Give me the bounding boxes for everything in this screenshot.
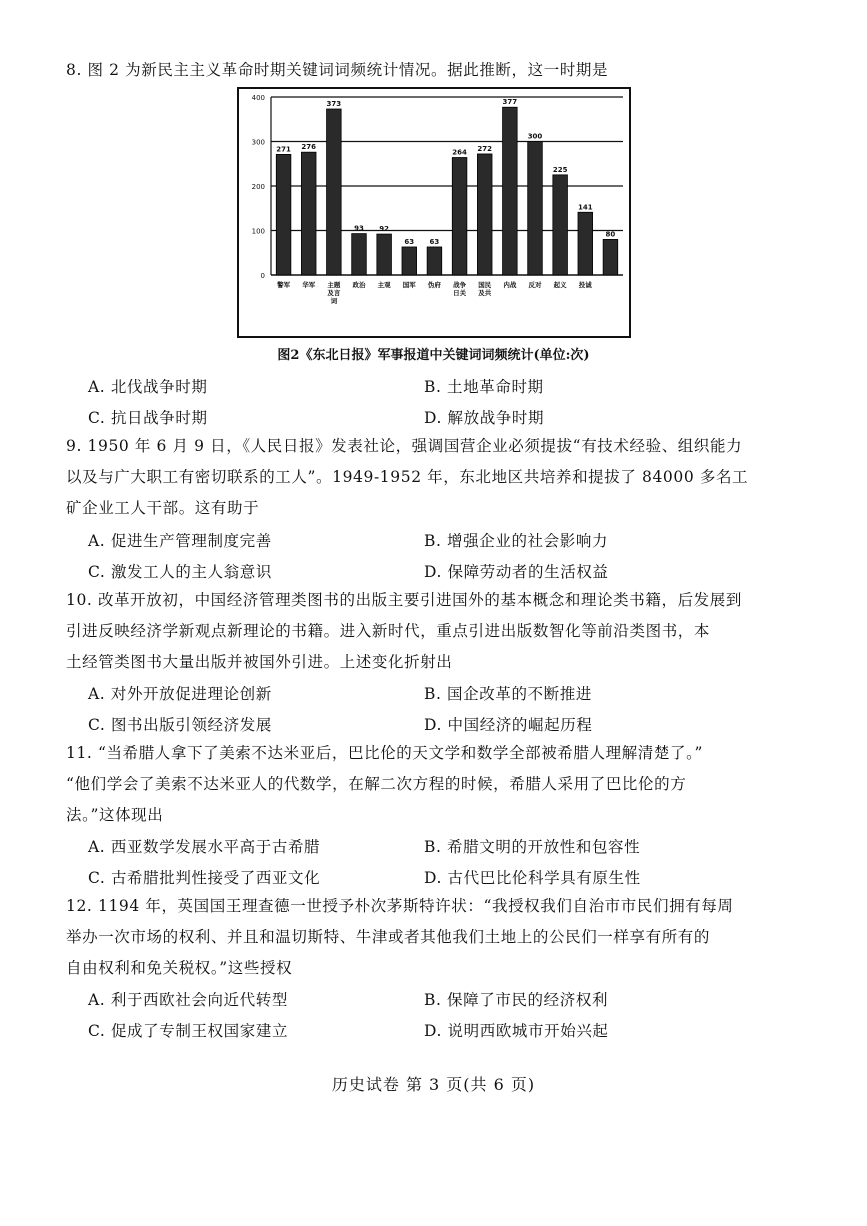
x-tick-label: 起义 <box>553 281 567 289</box>
figure-2-caption: 图2《东北日报》军事报道中关键词词频统计(单位:次) <box>277 348 590 363</box>
option-a[interactable]: A. 西亚数学发展水平高于古希腊 <box>88 838 321 856</box>
question-9 <box>66 431 748 524</box>
data-label: 63 <box>429 237 440 246</box>
option-b[interactable]: B. 增强企业的社会影响力 <box>424 532 609 550</box>
x-tick-label: 华军 <box>302 281 316 289</box>
option-c[interactable]: C. 古希腊批判性接受了西亚文化 <box>88 869 321 887</box>
data-label: 271 <box>276 145 291 154</box>
bar-chart-frame <box>237 87 631 338</box>
option-c[interactable]: C. 图书出版引领经济发展 <box>88 716 272 734</box>
data-label: 225 <box>552 165 568 174</box>
x-tick-label: 投诚 <box>578 281 592 289</box>
question-10-stem-line-1: 10. 改革开放初，中国经济管理类图书的出版主要引进国外的基本概念和理论类书籍，后发展到 <box>66 591 742 609</box>
option-a[interactable]: A. 促进生产管理制度完善 <box>88 532 272 550</box>
y-tick-label: 100 <box>251 227 265 236</box>
data-label: 373 <box>326 100 342 109</box>
option-a[interactable]: A. 对外开放促进理论创新 <box>88 685 272 703</box>
x-tick-label: 主题及言词 <box>327 281 341 305</box>
option-c[interactable]: C. 促成了专制王权国家建立 <box>88 1022 289 1040</box>
option-d[interactable]: D. 说明西欧城市开始兴起 <box>424 1022 609 1040</box>
x-tick-label: 反对 <box>528 281 542 289</box>
y-tick-label: 0 <box>260 272 265 280</box>
bar <box>427 247 442 275</box>
question-12-stem-line-3: 自由权利和免关税权。”这些授权 <box>66 959 293 977</box>
question-8-stem: 8. 图 2 为新民主主义革命时期关键词词频统计情况。据此推断，这一时期是 <box>66 61 609 79</box>
bar <box>402 247 417 275</box>
option-d[interactable]: D. 解放战争时期 <box>424 409 545 427</box>
question-12-stem-line-1: 12. 1194 年，英国国王理查德一世授予朴次茅斯特许状：“我授权我们自治市市民们拥有每周 <box>66 897 734 915</box>
question-8 <box>66 55 608 86</box>
x-tick-label: 政治 <box>352 281 366 289</box>
question-9-stem-line-1: 9. 1950 年 6 月 9 日，《人民日报》发表社论，强调国营企业必须提拔“有技术经验、组织能力 <box>66 437 743 455</box>
y-tick-label: 400 <box>251 94 265 102</box>
bar <box>377 234 392 275</box>
question-10 <box>66 585 742 678</box>
bar <box>553 175 568 275</box>
bar <box>452 158 467 275</box>
x-tick-label: 国民及共 <box>478 281 492 297</box>
data-label: 141 <box>577 203 593 212</box>
question-12 <box>66 891 733 984</box>
data-label: 93 <box>354 224 364 233</box>
x-tick-label: 主观 <box>377 281 391 289</box>
option-b[interactable]: B. 希腊文明的开放性和包容性 <box>424 838 641 856</box>
x-tick-label: 警军 <box>277 281 291 289</box>
data-label: 276 <box>301 143 317 152</box>
option-b[interactable]: B. 土地革命时期 <box>424 378 544 396</box>
question-11-stem-line-3: 法。”这体现出 <box>66 806 164 824</box>
keyword-frequency-chart <box>239 89 629 336</box>
bar <box>276 154 291 275</box>
question-9-stem-line-2: 以及与广大职工有密切联系的工人”。1949-1952 年，东北地区共培养和提拔了 84000 多名工 <box>66 468 749 486</box>
option-d[interactable]: D. 保障劳动者的生活权益 <box>424 563 609 581</box>
option-c[interactable]: C. 激发工人的主人翁意识 <box>88 563 272 581</box>
x-tick-label: 国军 <box>402 281 416 289</box>
option-b[interactable]: B. 国企改革的不断推进 <box>424 685 592 703</box>
bar <box>578 212 593 275</box>
x-tick-label: 战争日关 <box>453 281 467 297</box>
bar <box>528 142 543 276</box>
option-b[interactable]: B. 保障了市民的经济权利 <box>424 991 609 1009</box>
data-label: 63 <box>404 237 415 246</box>
x-tick-label: 内战 <box>503 281 517 289</box>
data-label: 92 <box>379 225 390 234</box>
page-footer: 历史试卷 第 3 页(共 6 页) <box>331 1075 536 1094</box>
bar <box>301 152 316 275</box>
option-d[interactable]: D. 中国经济的崛起历程 <box>424 716 593 734</box>
option-a[interactable]: A. 北伐战争时期 <box>88 378 208 396</box>
question-9-stem-line-3: 矿企业工人干部。这有助于 <box>66 499 260 517</box>
data-label: 272 <box>477 144 493 153</box>
bar <box>352 234 367 275</box>
data-label: 264 <box>452 148 467 157</box>
question-11-stem-line-2: “他们学会了美索不达米亚人的代数学，在解二次方程的时候，希腊人采用了巴比伦的方 <box>66 775 687 793</box>
bar <box>327 109 342 275</box>
bar <box>503 107 518 275</box>
option-c[interactable]: C. 抗日战争时期 <box>88 409 208 427</box>
x-tick-label: 伪府 <box>427 281 441 289</box>
bar <box>603 239 618 275</box>
data-label: 300 <box>527 132 543 141</box>
question-11-stem-line-1: 11. “当希腊人拿下了美索不达米亚后，巴比伦的天文学和数学全部被希腊人理解清楚了。” <box>66 744 703 762</box>
y-tick-label: 300 <box>251 138 265 147</box>
question-10-stem-line-3: 土经管类图书大量出版并被国外引进。上述变化折射出 <box>66 653 453 671</box>
question-12-stem-line-2: 举办一次市场的权利、并且和温切斯特、牛津或者其他我们土地上的公民们一样享有所有的 <box>66 928 711 946</box>
data-label: 377 <box>502 98 518 107</box>
question-11 <box>66 738 703 831</box>
option-a[interactable]: A. 利于西欧社会向近代转型 <box>88 991 288 1009</box>
bar <box>477 154 492 275</box>
data-label: 80 <box>605 230 616 239</box>
y-tick-label: 200 <box>251 183 265 191</box>
question-10-stem-line-2: 引进反映经济学新观点新理论的书籍。进入新时代，重点引进出版数智化等前沿类图书，本 <box>66 622 711 640</box>
option-d[interactable]: D. 古代巴比伦科学具有原生性 <box>424 869 641 887</box>
